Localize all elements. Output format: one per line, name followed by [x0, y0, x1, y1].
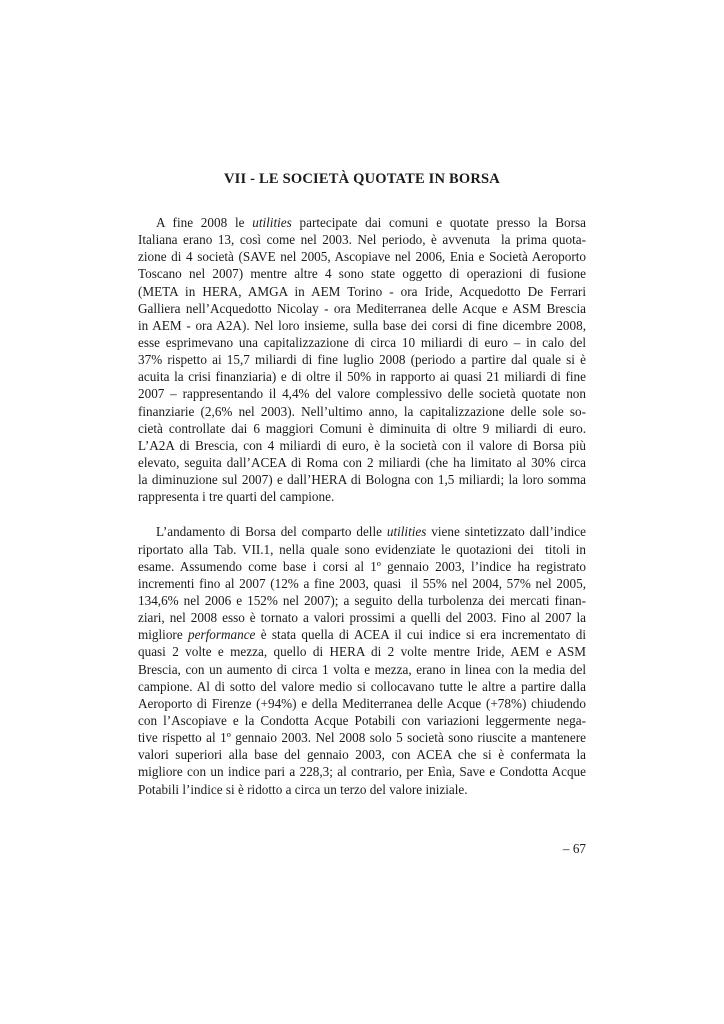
text-line: in AEM - ora A2A). Nel loro insieme, sulla base dei corsi di fine dicembre 2008,	[138, 317, 586, 333]
text-line: Italiana erano 13, così come nel 2003. Nel periodo, è avvenuta la prima quota-	[138, 232, 586, 248]
text-line: elevato, seguita dall’ACEA di Roma con 2 miliardi (che ha limitato al 30% circa	[138, 454, 586, 470]
text-line: Galliera nell’Acquedotto Nicolay - ora Mediterranea delle Acque e ASM Brescia	[138, 300, 586, 316]
text-line: L’andamento di Borsa del comparto delle utilities viene sintetizzato dall’indice	[156, 524, 586, 540]
text-line: Toscano nel 2007) mentre altre 4 sono state oggetto di operazioni di fusione	[138, 266, 586, 282]
text-line: valori superiori alla base del gennaio 2003, con ACEA che si è confermata la	[138, 747, 586, 763]
text-line: riportato alla Tab. VII.1, nella quale sono evidenziate le quotazioni dei titoli in	[138, 541, 586, 557]
text-line: 134,6% nel 2006 e 152% nel 2007); a seguito della turbolenza dei mercati finan-	[138, 592, 586, 608]
text-line: cietà controllate dai 6 maggiori Comuni è diminuita di oltre 9 miliardi di euro.	[138, 420, 586, 436]
text-line: migliore performance è stata quella di ACEA il cui indice si era incrementato di	[138, 627, 586, 643]
text-line: esame. Assumendo come base i corsi al 1º gennaio 2003, l’indice ha registrato	[138, 558, 586, 574]
text-line: rappresenta i tre quarti del campione.	[138, 489, 335, 505]
text-line: finanziarie (2,6% nel 2003). Nell’ultimo anno, la capitalizzazione delle sole so-	[138, 403, 586, 419]
chapter-title: VII - LE SOCIETÀ QUOTATE IN BORSA	[224, 171, 500, 187]
paragraph-2	[138, 523, 586, 797]
text-line: esse esprimevano una capitalizzazione di circa 10 miliardi di euro – in calo del	[138, 334, 586, 350]
paragraph-1	[138, 214, 586, 505]
text-line: ziari, nel 2008 esso è tornato a valori prossimi a quelli del 2003. Fino al 2007 la	[138, 610, 586, 626]
text-line: zione di 4 società (SAVE nel 2005, Ascopiave nel 2006, Enia e Società Aeroporto	[138, 249, 586, 265]
text-line: Brescia, con un aumento di circa 1 volta e mezza, erano in linea con la media del	[138, 661, 586, 677]
text-line: A fine 2008 le utilities partecipate dai comuni e quotate presso la Borsa	[156, 215, 586, 230]
text-line: migliore con un indice pari a 228,3; al contrario, per Enìa, Save e Condotta Acque	[138, 764, 586, 780]
text-line: quasi 2 volte e mezza, quello di HERA di 2 volte mentre Iride, AEM e ASM	[138, 644, 586, 660]
text-line: 2007 – rappresentando il 4,4% del valore complessivo delle società quotate non	[138, 386, 586, 402]
text-line: L’A2A di Brescia, con 4 miliardi di euro, è la società con il valore di Borsa più	[138, 437, 586, 453]
text-line: acuita la crisi finanziaria) e di oltre il 50% in rapporto ai quasi 21 miliardi di fine	[138, 369, 586, 385]
text-line: incrementi fino al 2007 (12% a fine 2003, quasi il 55% nel 2004, 57% nel 2005,	[138, 575, 586, 591]
text-line: la diminuzione sul 2007) e dall’HERA di Bologna con 1,5 miliardi; la loro somma	[138, 472, 586, 488]
text-line: Potabili l’indice si è ridotto a circa un terzo del valore iniziale.	[138, 781, 468, 797]
body-text	[138, 214, 586, 798]
page-number: – 67	[562, 841, 586, 856]
text-line: Aeroporto di Firenze (+94%) e della Mediterranea delle Acque (+78%) chiudendo	[138, 695, 586, 711]
text-line: (META in HERA, AMGA in AEM Torino - ora Iride, Acquedotto De Ferrari	[138, 283, 586, 299]
text-line: 37% rispetto ai 15,7 miliardi di fine luglio 2008 (periodo a partire dal quale si è	[138, 352, 586, 368]
text-line: campione. Al di sotto del valore medio si collocavano tutte le altre a partire dalla	[138, 678, 586, 694]
text-line: con l’Ascopiave e la Condotta Acque Potabili con variazioni leggermente nega-	[138, 712, 586, 728]
text-line: tive rispetto al 1º gennaio 2003. Nel 2008 solo 5 società sono riuscite a mantenere	[138, 730, 586, 746]
